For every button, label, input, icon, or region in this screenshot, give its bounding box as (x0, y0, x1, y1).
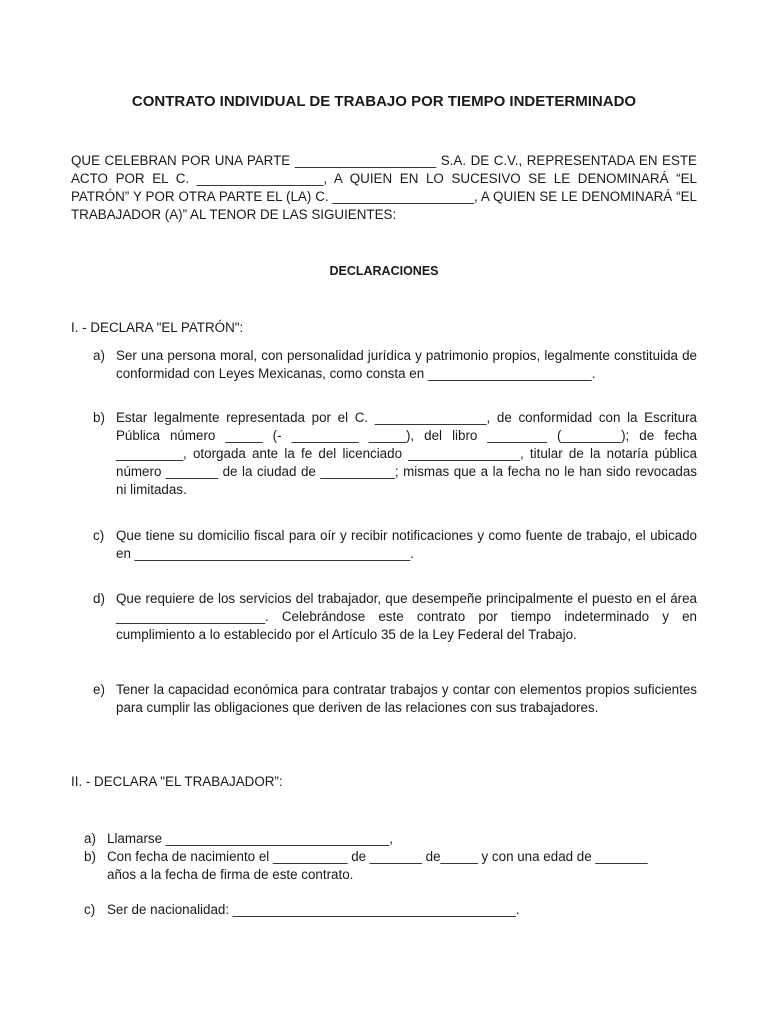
item-text: Ser una persona moral, con personalidad jurídica y patrimonio propios, legalmente constituida de conformidad con Leyes Mexicanas, como consta en ______________________. (116, 348, 697, 381)
item-marker: b) (93, 410, 105, 425)
item-text: Llamarse ______________________________, (107, 831, 393, 846)
item-marker: c) (84, 902, 96, 917)
item-text: Tener la capacidad económica para contratar trabajos y contar con elementos propios suficientes para cumplir las obligaciones que deriven de las relaciones con sus trabajadores. (116, 682, 697, 715)
item-text: Que requiere de los servicios del trabajador, que desempeñe principalmente el puesto en el área ____________________. Celebrándose este contrato por tiempo indeterminado y en cumplimiento a lo establecido por el Artículo 35 de la Ley Federal del Trabajo. (116, 591, 697, 642)
item-marker: e) (93, 682, 105, 697)
item-text: Estar legalmente representada por el C. _______________, de conformidad con la Escritura Pública número _____ (- _________ _____), del libro ________ (________); de fecha _________, otorgada ante la fe del licenciado _______________, titular de la notaría pública número _______ de la ciudad de __________; mismas que a la fecha no le han sido revocadas ni limitadas. (116, 410, 697, 497)
item-marker: a) (84, 831, 96, 846)
item-marker: b) (84, 849, 96, 864)
declaraciones-heading: DECLARACIONES (329, 264, 439, 278)
item-text: Que tiene su domicilio fiscal para oír y recibir notificaciones y como fuente de trabajo, el ubicado en _____________________________________. (116, 528, 697, 561)
part2-heading: II. - DECLARA "EL TRABAJADOR”: (71, 774, 283, 789)
item-text: Ser de nacionalidad: ______________________________________. (107, 902, 520, 917)
item-marker: d) (93, 591, 105, 606)
item-text: Con fecha de nacimiento el __________ de _______ de_____ y con una edad de _______ años a la fecha de firma de este contrato. (107, 849, 648, 882)
part1-heading: I. - DECLARA "EL PATRÓN": (71, 320, 244, 335)
contract-title: CONTRATO INDIVIDUAL DE TRABAJO POR TIEMPO INDETERMINADO (131, 93, 637, 110)
intro-paragraph: QUE CELEBRAN POR UNA PARTE ___________________ S.A. DE C.V., REPRESENTADA EN ESTE ACTO POR EL C. _________________, A QUIEN EN LO SUCESIVO SE LE DENOMINARÁ “EL PATRÓN” Y POR OTRA PARTE EL (LA) C. ___________________, A QUIEN SE LE DENOMINARÁ “EL TRABAJADOR (A)” AL TENOR DE LAS SIGUIENTES: (71, 153, 697, 222)
item-marker: a) (93, 348, 105, 363)
item-marker: c) (93, 528, 105, 543)
